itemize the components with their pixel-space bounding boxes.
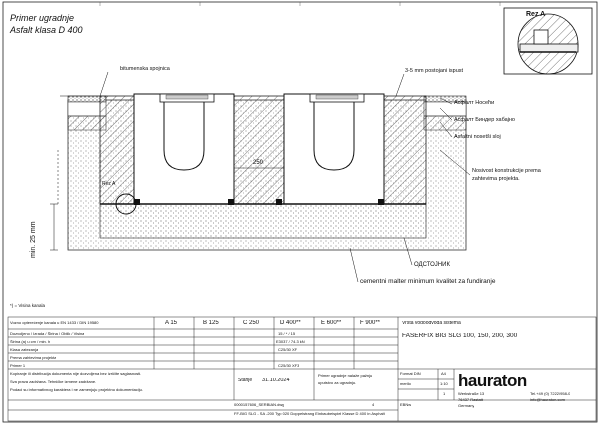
spacer-label: ОДСТОЈНИК — [414, 262, 450, 268]
footer-text: FF-BIG SLG - SA -200 Typ 020 Doppelstrang Einbaubeispiel Klasse D 400 in Asphalt — [234, 412, 385, 416]
title-line-2: Asfalt klasa D 400 — [10, 25, 83, 35]
spacer-2 — [228, 199, 234, 205]
address-3: Germany — [458, 404, 475, 408]
spacer-4 — [378, 199, 384, 205]
gap-label: 3-5 mm postojani ispust — [405, 68, 464, 74]
class-c250: C 250 — [243, 320, 260, 326]
legal-line-3: Podaci su informativnog karaktera i ne zamenjuju projektnu dokumentaciju. — [10, 388, 143, 392]
brand-logo: hauraton — [458, 371, 527, 390]
footnote: *) = Visina kanala — [10, 303, 46, 308]
section-detail — [504, 8, 592, 74]
rez-a-marker-label: Rez A — [102, 181, 116, 187]
grid-marks — [100, 2, 500, 6]
tb-row-6: Primer 1 — [10, 364, 26, 368]
d400-value-2: E3037 / 74.3 kN — [276, 340, 305, 344]
scale-value: 1:10 — [440, 382, 448, 386]
layer-3-label: Asfaltni nosetši sloj — [454, 134, 501, 140]
legal-line-1: Kopiranje ili distribucija dokumenta nije dozvoljena bez izričite saglasnosti. — [10, 372, 142, 376]
tb-row-2: Dozvoljeno / Izrada / Širina / Oblik / Visina — [10, 332, 85, 336]
tb-row-5: Prema zahtevima projekta — [10, 356, 57, 360]
channel-left — [134, 94, 234, 204]
note-line-2: uputstvo za ugradnju. — [318, 381, 357, 385]
section-detail-label: Rez A — [526, 11, 546, 18]
address-2: 76437 Rastatt — [458, 398, 483, 402]
page-value: 1 — [443, 392, 446, 396]
min-height-label: min. 25 mm — [30, 221, 37, 258]
d400-value-4: C25/30 XF3 — [278, 364, 300, 368]
title-line-1: Primer ugradnje — [10, 13, 75, 23]
subgrade-note-2: zahtevima projekta. — [472, 176, 520, 182]
address-1: Werkstraße 13 — [458, 392, 485, 396]
layer-2-label: Асфалт Биндер хабајно — [454, 117, 515, 123]
format-label: Format DIN — [400, 372, 421, 376]
code-label: EBNw — [400, 403, 412, 407]
layer-1-label: Асфалт Носећи — [454, 100, 495, 106]
min-dimension — [50, 150, 58, 250]
channel-right — [284, 94, 384, 204]
status-date: 31.10.2024 — [262, 378, 290, 383]
bottom-slab — [100, 204, 426, 238]
product-name: FASERFIX BIG SLG 100, 150, 200, 300 — [402, 333, 518, 339]
class-b125: B 125 — [203, 320, 219, 326]
class-e600: E 600** — [321, 320, 342, 326]
subgrade-note-1: Nosivost konstrukcije prema — [472, 168, 541, 174]
tb-row-1: Vozno opterećenje kanala u EN 1433 / DIN 19580 — [10, 321, 99, 325]
tb-row-3: Širina (a) u cm / min. h — [10, 340, 51, 344]
class-f900: F 900** — [360, 320, 381, 326]
tb-row-4: Klasa zatezanja — [10, 348, 39, 352]
legal-line-2: Sva prava zadržana. Tehničke izmene zadržane. — [10, 380, 97, 384]
status-label: Stanje — [238, 378, 253, 383]
d400-value-1: 15 / * / 15 — [278, 332, 296, 336]
d400-value-3: C25/30 XF — [278, 348, 298, 352]
product-label: Vrsta vodoodvoda sistema — [402, 321, 461, 326]
page-number: 4 — [372, 403, 375, 407]
dimension-250-label: 250 — [253, 160, 264, 166]
web: info@hauraton.com — [530, 398, 565, 402]
class-d400: D 400** — [280, 320, 301, 326]
spacer-3 — [276, 199, 282, 205]
format-value: A4 — [441, 372, 446, 376]
cement-label: cementni malter minimum kvalitet za fundiranje — [360, 278, 496, 285]
class-a15: A 15 — [165, 320, 178, 326]
file-name: 0000157606_SERBIAN.dwg — [234, 403, 285, 407]
bitumen-label: bitumenska spojnica — [120, 66, 170, 72]
phone: Tel.+49 (0) 7222/958-0 — [530, 392, 571, 396]
note-line-1: Primer ugradnje nalaže pažnju — [318, 374, 373, 378]
scale-label: merilo — [400, 382, 411, 386]
